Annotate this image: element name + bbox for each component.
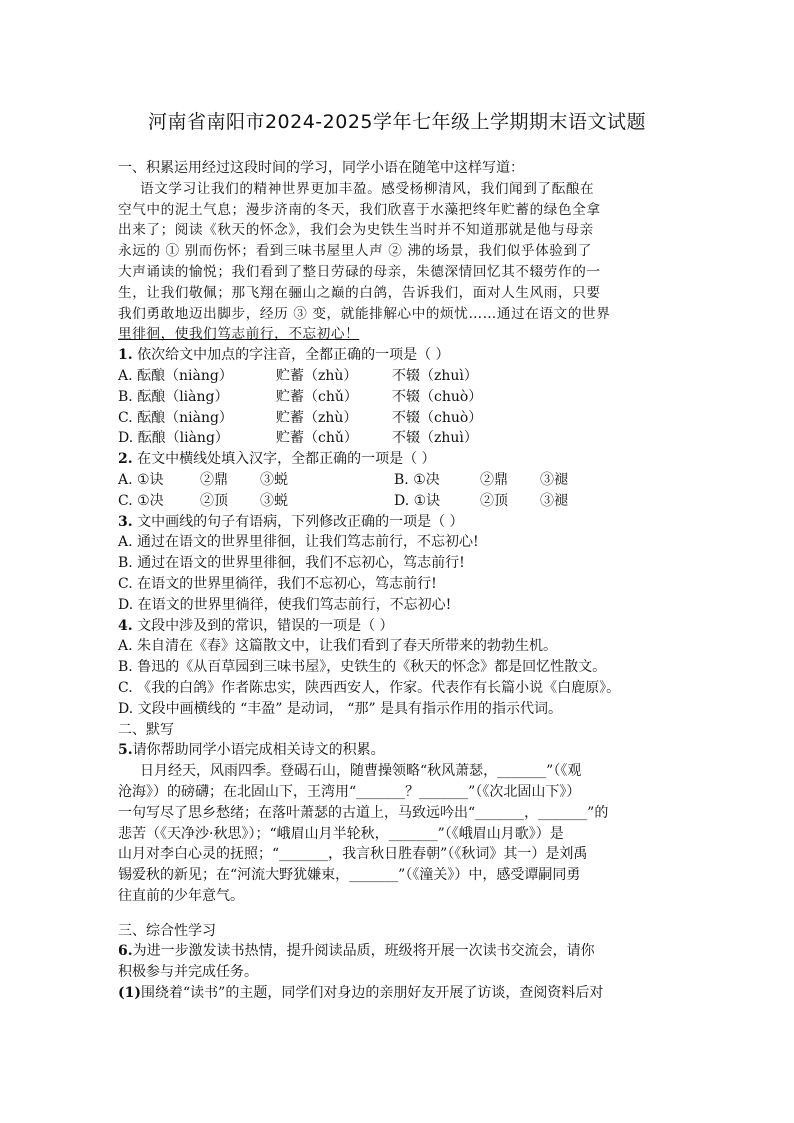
question-5-line: 一句写尽了思乡愁绪；在落叶萧瑟的古道上，马致远吟出“_______，_______”的 (118, 804, 609, 821)
option-text: 贮蓄（zhù） (276, 409, 358, 426)
question-6-line: 积极参与并完成任务。 (118, 964, 258, 981)
question-4-option-d: D. 文段中画横线的 “丰盈” 是动词， “那” 是具有指示作用的指示代词。 (118, 700, 563, 717)
option-text: 不辍（chuò） (392, 409, 483, 426)
option-text: A. 酝酿（niàng） (118, 367, 233, 384)
question-1-option-a (118, 366, 678, 387)
question-stem: 文段中涉及到的常识，错误的一项是（ ） (137, 617, 394, 634)
question-number: (1) (118, 985, 141, 1002)
option-text: C. ①决 (118, 492, 164, 509)
option-text: ②鼎 (200, 471, 228, 488)
option-text: ②顶 (200, 492, 228, 509)
question-stem: 在文中横线处填入汉字，全都正确的一项是（ ） (137, 451, 436, 468)
option-text: ③褪 (540, 492, 568, 509)
question-5-line: 悲苦（《天净沙·秋思》）；“峨眉山月半轮秋，_______”（《峨眉山月歌》）是 (118, 825, 564, 842)
question-5-line: 往直前的少年意气。 (118, 887, 244, 904)
section-3-header: 三、综合性学习 (118, 922, 216, 939)
question-4-option-a: A. 朱自清在《春》这篇散文中，让我们看到了春天所带来的勃勃生机。 (118, 638, 558, 655)
question-3-option-c: C. 在语文的世界里徜徉，我们不忘初心，笃志前行! (118, 575, 437, 592)
option-text: 贮蓄（chǔ） (276, 388, 358, 405)
question-3-option-a: A. 通过在语文的世界里徘徊，让我们笃志前行，不忘初心! (118, 534, 479, 551)
section-1-header: 一、积累运用经过这段时间的学习，同学小语在随笔中这样写道： (118, 160, 524, 176)
question-1 (118, 345, 678, 366)
question-1-option-c (118, 408, 678, 429)
question-6-1 (118, 983, 678, 1004)
option-text: D. 酝酿（liàng） (118, 430, 229, 447)
question-number: 3. (118, 513, 133, 530)
question-stem: 围绕着“读书”的主题，同学们对身边的亲朋好友开展了访谈，查阅资料后对 (141, 985, 604, 1002)
option-text: ②顶 (480, 492, 508, 509)
question-5-line: 锡爱秋的新见；在“河流大野犹嫌束，_______”（《潼关》）中，感受谭嗣同勇 (118, 867, 581, 884)
question-stem: 文中画线的句子有语病，下列修改正确的一项是（ ） (137, 513, 464, 530)
question-1-option-d (118, 428, 678, 449)
passage-line: 大声诵读的愉悦；我们看到了整日劳碌的母亲，朱德深情回忆其不辍劳作的一 (118, 263, 601, 280)
passage-line: 空气中的泥土气息；漫步济南的冬天，我们欣喜于水藻把终年贮蓄的绿色全拿 (118, 201, 601, 218)
question-5-line: 沧海》）的磅礴；在北固山下，王湾用“_______？_______”（《次北固山下》） (118, 783, 581, 800)
passage (118, 179, 678, 345)
option-text: ②鼎 (480, 471, 508, 488)
passage-line: 生，让我们敬佩；那飞翔在骊山之巅的白鸽，告诉我们，面对人生风雨，只要 (118, 284, 601, 301)
question-4-option-c: C. 《我的白鸽》作者陈忠实，陕西西安人，作家。代表作有长篇小说《白鹿原》。 (118, 679, 621, 696)
option-text: A. ①诀 (118, 471, 164, 488)
question-number: 2. (118, 451, 133, 468)
question-2-options-cd (118, 491, 678, 512)
question-number: 1. (118, 347, 133, 364)
passage-line: 语文学习让我们的精神世界更加丰盈。感受杨柳清风，我们闻到了酝酿在 (140, 180, 595, 197)
question-1-option-b (118, 387, 678, 408)
question-number: 6. (118, 943, 133, 960)
question-6 (118, 941, 678, 962)
exam-content (118, 158, 678, 1004)
passage-line: 里徘徊，使我们笃志前行，不忘初心！ (118, 326, 360, 343)
option-text: ③蜕 (260, 471, 288, 488)
question-2 (118, 449, 678, 470)
question-5-line: 日月经天，风雨四季。登碣石山，随曹操领略“秋风萧瑟，_______”（《观 (140, 763, 582, 780)
question-3-option-b: B. 通过在语文的世界里徘徊，我们不忘初心，笃志前行! (118, 555, 465, 572)
option-text: ③褪 (540, 471, 568, 488)
question-stem: 为进一步激发读书热情，提升阅读品质，班级将开展一次读书交流会，请你 (132, 943, 595, 960)
question-2-options-ab (118, 470, 678, 491)
option-text: 不辍（zhuì） (392, 367, 478, 384)
question-number: 4. (118, 617, 133, 634)
option-text: B. ①决 (394, 471, 440, 488)
question-4 (118, 616, 678, 637)
question-stem: 依次给文中加点的字注音，全都正确的一项是（ ） (137, 347, 450, 364)
option-text: C. 酝酿（niàng） (118, 409, 233, 426)
passage-line: 我们勇敢地迈出脚步，经历 ③ 变，就能排解心中的烦忧……通过在语文的世界 (118, 305, 611, 322)
question-5 (118, 740, 678, 761)
option-text: B. 酝酿（liàng） (118, 388, 229, 405)
question-5-line: 山月对李白心灵的抚照；“_______，我言秋日胜春朝”（《秋词》其一）是刘禹 (118, 846, 588, 863)
question-3 (118, 512, 678, 533)
passage-line: 永远的 ① 别而伤怀；看到三味书屋里人声 ② 沸的场景，我们似乎体验到了 (118, 243, 592, 260)
page-title: 河南省南阳市2024-2025学年七年级上学期期末语文试题 (147, 111, 647, 133)
option-text: ③蜕 (260, 492, 288, 509)
option-text: 不辍（zhuì） (392, 430, 478, 447)
question-3-option-d: D. 在语文的世界里徜徉，使我们笃志前行，不忘初心! (118, 596, 452, 613)
question-number: 5. (118, 742, 133, 759)
question-stem: 请你帮助同学小语完成相关诗文的积累。 (132, 742, 385, 759)
option-text: 贮蓄（zhù） (276, 367, 358, 384)
section-2-header: 二、默写 (118, 721, 174, 738)
spacer (118, 907, 678, 921)
option-text: 不辍（chuò） (392, 388, 483, 405)
option-text: 贮蓄（chǔ） (276, 430, 358, 447)
passage-line: 出来了；阅读《秋天的怀念》，我们会为史铁生当时并不知道那就是他与母亲 (118, 222, 594, 239)
question-4-option-b: B. 鲁迅的《从百草园到三味书屋》，史铁生的《秋天的怀念》都是回忆性散文。 (118, 659, 607, 676)
option-text: D. ①诀 (394, 492, 441, 509)
